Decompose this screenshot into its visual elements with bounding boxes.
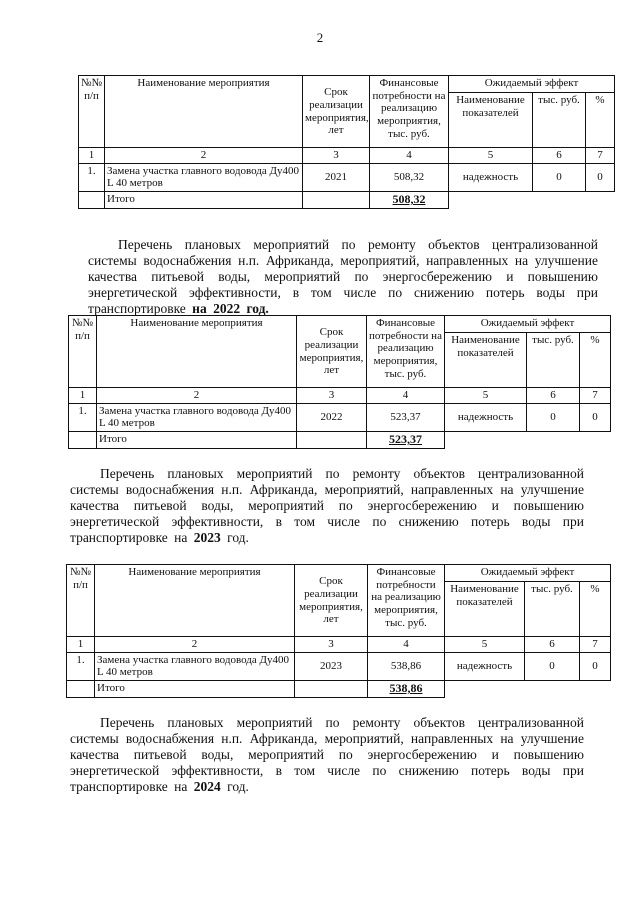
header-rub: тыс. руб. (533, 93, 586, 148)
header-rub: тыс. руб. (525, 582, 580, 637)
header-num: №№ п/п (69, 316, 97, 388)
total-empty (449, 191, 615, 208)
paragraph-2022 (88, 237, 598, 317)
row-name: Замена участка главного водовода Ду400 L 40 метров (97, 403, 297, 431)
col-number: 6 (527, 388, 580, 404)
row-num: 1. (79, 163, 105, 191)
total-label: Итого (105, 191, 303, 208)
col-number: 4 (370, 148, 449, 164)
row-year: 2023 (295, 652, 368, 680)
paragraph-2024 (70, 715, 584, 795)
total-spacer (79, 191, 105, 208)
paragraph-text: Перечень плановых мероприятий по ремонту объектов централизованной системы водоснабжения н.п. Африканда, мероприятий, направленных на улучшение качества питьевой воды, мероприятий по энергосбережению и повышению энергетической эффективности, в том числе по снижению потерь воды при транспортировке на (70, 466, 584, 545)
row-year: 2022 (297, 403, 367, 431)
col-number: 5 (445, 388, 527, 404)
col-number: 1 (79, 148, 105, 164)
col-number: 1 (67, 637, 95, 653)
row-finance: 508,32 (370, 163, 449, 191)
plan-table-3 (66, 564, 611, 698)
header-indicator: Наименование показателей (445, 582, 525, 637)
paragraph-2023 (70, 466, 584, 546)
paragraph-suffix: год. (220, 530, 249, 545)
total-value: 508,32 (370, 191, 449, 208)
header-name: Наименование мероприятия (105, 76, 303, 148)
total-label: Итого (97, 431, 297, 448)
col-number: 3 (295, 637, 368, 653)
row-rub: 0 (533, 163, 586, 191)
row-finance: 523,37 (367, 403, 445, 431)
row-name: Замена участка главного водовода Ду400 L 40 метров (105, 163, 303, 191)
col-number: 4 (368, 637, 445, 653)
row-indicator: надежность (445, 652, 525, 680)
col-number: 7 (580, 388, 611, 404)
header-name: Наименование мероприятия (95, 565, 295, 637)
header-effect: Ожидаемый эффект (445, 316, 611, 333)
total-value: 523,37 (367, 431, 445, 448)
header-num: №№ п/п (79, 76, 105, 148)
header-indicator: Наименование показателей (445, 333, 527, 388)
page-number: 2 (316, 30, 324, 45)
col-number: 2 (95, 637, 295, 653)
plan-table-1 (78, 75, 615, 209)
row-pct: 0 (586, 163, 615, 191)
header-indicator: Наименование показателей (449, 93, 533, 148)
header-finance: Финансовые потребности на реализацию мероприятия, тыс. руб. (367, 316, 445, 388)
paragraph-year: 2024 (193, 779, 221, 794)
col-number: 3 (303, 148, 370, 164)
paragraph-text: Перечень плановых мероприятий по ремонту объектов централизованной системы водоснабжения н.п. Африканда, мероприятий, направленных на улучшение качества питьевой воды, мероприятий по энергосбережению и повышению энергетической эффективности, в том числе по снижению потерь воды при транспортировке на (70, 715, 584, 794)
header-name: Наименование мероприятия (97, 316, 297, 388)
header-finance: Финансовые потребности на реализацию мероприятия, тыс. руб. (370, 76, 449, 148)
col-number: 6 (525, 637, 580, 653)
total-empty (303, 191, 370, 208)
row-year: 2021 (303, 163, 370, 191)
paragraph-year: на 2022 год. (192, 301, 269, 316)
col-number: 7 (586, 148, 615, 164)
col-number: 2 (97, 388, 297, 404)
row-finance: 538,86 (368, 652, 445, 680)
col-number: 3 (297, 388, 367, 404)
total-empty (297, 431, 367, 448)
total-value: 538,86 (368, 680, 445, 697)
header-term: Срок реализации мероприятия, лет (295, 565, 368, 637)
header-pct: % (586, 93, 615, 148)
col-number: 1 (69, 388, 97, 404)
header-finance: Финансовые потребности на реализацию мероприятия, тыс. руб. (368, 565, 445, 637)
header-term: Срок реализации мероприятия, лет (297, 316, 367, 388)
paragraph-year: 2023 (193, 530, 221, 545)
row-rub: 0 (525, 652, 580, 680)
row-num: 1. (67, 652, 95, 680)
col-number: 7 (580, 637, 611, 653)
row-rub: 0 (527, 403, 580, 431)
header-effect: Ожидаемый эффект (449, 76, 615, 93)
plan-table-2 (68, 315, 611, 449)
total-empty (445, 431, 611, 448)
col-number: 2 (105, 148, 303, 164)
total-spacer (67, 680, 95, 697)
col-number: 4 (367, 388, 445, 404)
header-pct: % (580, 582, 611, 637)
header-rub: тыс. руб. (527, 333, 580, 388)
header-pct: % (580, 333, 611, 388)
row-name: Замена участка главного водовода Ду400 L 40 метров (95, 652, 295, 680)
paragraph-text: Перечень плановых мероприятий по ремонту объектов централизованной системы водоснабжения н.п. Африканда, мероприятий, направленных на улучшение качества питьевой воды, мероприятий по энергосбережению и повышению энергетической эффективности, в том числе по снижению потерь воды при транспортировке (88, 237, 598, 316)
col-number: 5 (445, 637, 525, 653)
row-pct: 0 (580, 652, 611, 680)
total-spacer (69, 431, 97, 448)
row-indicator: надежность (445, 403, 527, 431)
col-number: 5 (449, 148, 533, 164)
col-number: 6 (533, 148, 586, 164)
row-num: 1. (69, 403, 97, 431)
paragraph-suffix: год. (220, 779, 249, 794)
header-term: Срок реализации мероприятия, лет (303, 76, 370, 148)
row-indicator: надежность (449, 163, 533, 191)
header-num: №№ п/п (67, 565, 95, 637)
total-empty (295, 680, 368, 697)
row-pct: 0 (580, 403, 611, 431)
header-effect: Ожидаемый эффект (445, 565, 611, 582)
total-empty (445, 680, 611, 697)
total-label: Итого (95, 680, 295, 697)
